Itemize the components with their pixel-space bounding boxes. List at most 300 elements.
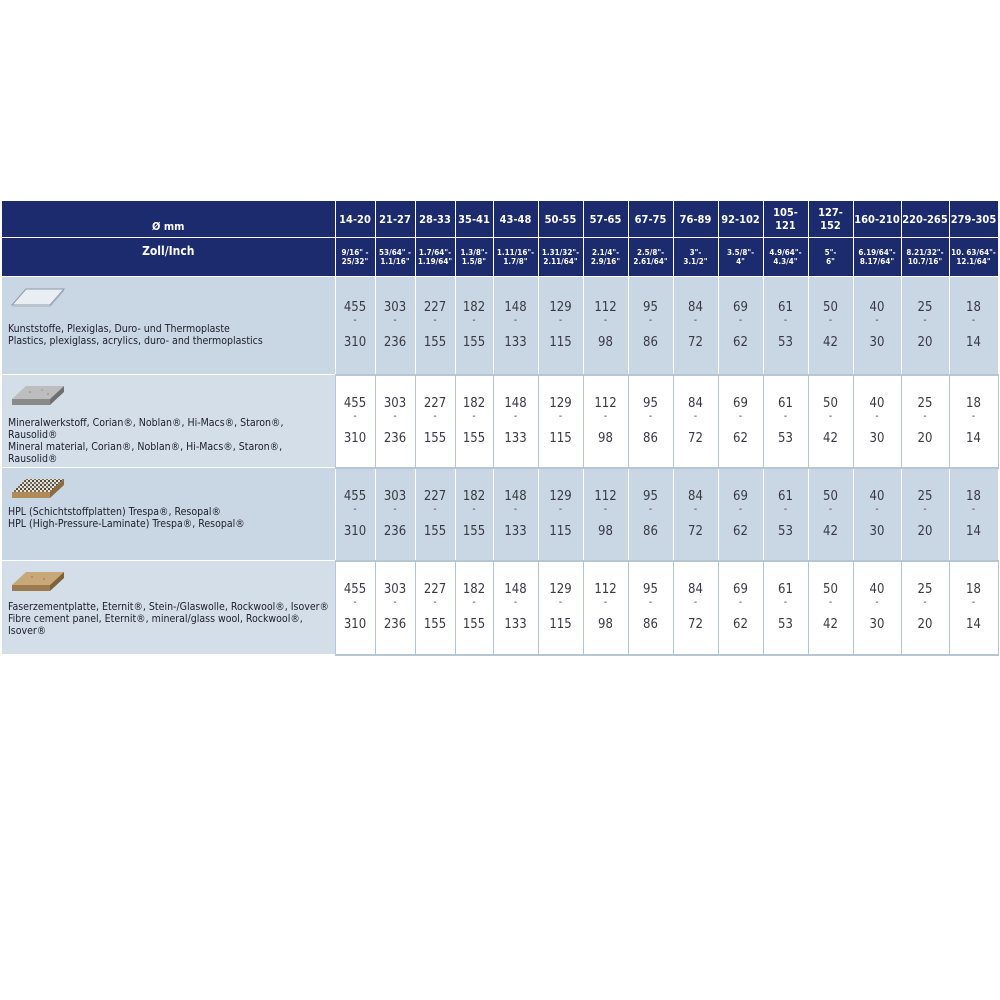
rpm-max: 182 bbox=[462, 488, 486, 504]
inch-from: 10. 63/64"- bbox=[951, 248, 996, 257]
material-label-de: Mineralwerkstoff, Corian®, Noblan®, Hi-Macs®, Staron®, Rausolid® bbox=[8, 417, 284, 441]
col-mm: 50-55 bbox=[538, 201, 583, 238]
rpm-min: 133 bbox=[504, 334, 527, 350]
range-dash: - bbox=[875, 597, 879, 608]
rpm-cell bbox=[493, 277, 538, 375]
range-dash: - bbox=[875, 503, 879, 515]
range-dash: - bbox=[603, 597, 608, 608]
rpm-min: 30 bbox=[869, 523, 885, 539]
rpm-cell bbox=[718, 375, 763, 468]
rpm-min: 62 bbox=[733, 334, 748, 350]
rpm-min: 42 bbox=[823, 430, 838, 446]
rpm-max: 112 bbox=[594, 395, 617, 411]
range-dash: - bbox=[558, 410, 563, 422]
rpm-min: 72 bbox=[688, 523, 703, 539]
inch-to: 10.7/16" bbox=[907, 257, 943, 266]
inch-from: 1.7/64"- bbox=[418, 248, 452, 257]
range-dash: - bbox=[603, 503, 608, 515]
rpm-cell bbox=[718, 277, 763, 375]
col-mm: 92-102 bbox=[718, 201, 763, 238]
rpm-cell bbox=[335, 561, 375, 655]
rpm-cell bbox=[628, 375, 673, 468]
rpm-cell bbox=[628, 561, 673, 655]
rpm-cell bbox=[949, 561, 998, 655]
rpm-cell bbox=[763, 561, 808, 655]
rpm-max: 148 bbox=[504, 582, 527, 597]
rpm-max: 50 bbox=[823, 582, 838, 597]
range-dash: - bbox=[923, 314, 927, 326]
rpm-min: 86 bbox=[643, 617, 658, 632]
rpm-min: 72 bbox=[688, 334, 703, 350]
rpm-cell bbox=[853, 375, 901, 468]
inch-from: 3"- bbox=[689, 248, 702, 257]
rpm-max: 129 bbox=[549, 299, 572, 315]
rpm-cell bbox=[763, 277, 808, 375]
material-label bbox=[2, 506, 335, 530]
rpm-cell bbox=[673, 277, 718, 375]
range-dash: - bbox=[923, 410, 927, 422]
rpm-cell bbox=[493, 561, 538, 655]
rpm-min: 155 bbox=[423, 334, 447, 350]
rpm-max: 61 bbox=[778, 582, 793, 597]
rpm-max: 455 bbox=[343, 582, 367, 597]
rpm-max: 69 bbox=[733, 488, 748, 504]
range-dash: - bbox=[603, 410, 608, 422]
rpm-cell bbox=[949, 468, 998, 561]
range-dash: - bbox=[603, 314, 608, 326]
material-label bbox=[2, 417, 335, 465]
inch-from: 1.3/8"- bbox=[460, 248, 488, 257]
rpm-min: 42 bbox=[823, 334, 838, 350]
header-row-mm bbox=[2, 201, 998, 238]
col-mm: 160-210 bbox=[853, 201, 901, 238]
rpm-max: 455 bbox=[343, 395, 367, 411]
rpm-max: 50 bbox=[823, 488, 838, 504]
rpm-max: 69 bbox=[733, 395, 748, 411]
rpm-cell bbox=[718, 468, 763, 561]
col-inch bbox=[763, 238, 808, 277]
range-dash: - bbox=[353, 314, 357, 326]
rpm-min: 14 bbox=[966, 430, 981, 446]
col-mm: 76-89 bbox=[673, 201, 718, 238]
rpm-max: 95 bbox=[643, 488, 658, 504]
range-dash: - bbox=[513, 410, 518, 422]
range-dash: - bbox=[971, 410, 976, 422]
rpm-cell bbox=[415, 277, 455, 375]
inch-to: 1.19/64" bbox=[417, 257, 453, 266]
rpm-max: 50 bbox=[823, 395, 838, 411]
rpm-min: 133 bbox=[504, 523, 527, 539]
rpm-min: 98 bbox=[598, 523, 613, 539]
range-dash: - bbox=[513, 314, 518, 326]
rpm-cell bbox=[415, 375, 455, 468]
inch-to: 25/32" bbox=[341, 257, 369, 266]
rpm-cell bbox=[808, 375, 853, 468]
rpm-cell bbox=[583, 375, 628, 468]
rpm-max: 40 bbox=[869, 488, 885, 504]
rpm-max: 69 bbox=[733, 582, 748, 597]
range-dash: - bbox=[828, 503, 833, 515]
plastic-sheet-icon bbox=[2, 285, 335, 309]
rpm-min: 14 bbox=[966, 523, 981, 539]
rpm-max: 50 bbox=[823, 299, 838, 315]
range-dash: - bbox=[971, 314, 976, 326]
material-cell bbox=[2, 468, 335, 561]
rpm-max: 95 bbox=[643, 582, 658, 597]
rpm-cell bbox=[673, 561, 718, 655]
rpm-cell bbox=[853, 468, 901, 561]
range-dash: - bbox=[472, 597, 476, 608]
rpm-max: 95 bbox=[643, 299, 658, 315]
speed-table bbox=[2, 201, 999, 656]
rpm-cell bbox=[853, 277, 901, 375]
range-dash: - bbox=[472, 410, 476, 422]
range-dash: - bbox=[393, 410, 397, 422]
range-dash: - bbox=[783, 314, 788, 326]
rpm-max: 303 bbox=[383, 488, 407, 504]
range-dash: - bbox=[738, 410, 743, 422]
range-dash: - bbox=[353, 410, 357, 422]
col-inch bbox=[628, 238, 673, 277]
range-dash: - bbox=[558, 314, 563, 326]
diameter-mm-title: Ø mm bbox=[2, 201, 335, 238]
rpm-min: 20 bbox=[917, 523, 933, 539]
rpm-min: 115 bbox=[549, 617, 572, 632]
rpm-cell bbox=[455, 468, 493, 561]
rpm-cell bbox=[808, 277, 853, 375]
inch-to: 2.9/16" bbox=[590, 257, 621, 266]
col-mm: 35-41 bbox=[455, 201, 493, 238]
range-dash: - bbox=[923, 503, 927, 515]
rpm-cell bbox=[583, 561, 628, 655]
material-label-de: HPL (Schichtstoffplatten) Trespa®, Resopal® bbox=[8, 506, 221, 518]
rpm-min: 98 bbox=[598, 430, 613, 446]
range-dash: - bbox=[738, 597, 743, 608]
rpm-cell bbox=[901, 375, 949, 468]
col-inch bbox=[673, 238, 718, 277]
rpm-max: 18 bbox=[966, 582, 981, 597]
col-inch bbox=[375, 238, 415, 277]
rpm-min: 86 bbox=[643, 430, 658, 446]
col-inch bbox=[538, 238, 583, 277]
rpm-min: 310 bbox=[343, 617, 367, 632]
rpm-max: 84 bbox=[688, 582, 703, 597]
col-inch bbox=[901, 238, 949, 277]
rpm-max: 84 bbox=[688, 299, 703, 315]
rpm-min: 236 bbox=[383, 334, 407, 350]
table-row bbox=[2, 561, 998, 655]
rpm-max: 18 bbox=[966, 395, 981, 411]
range-dash: - bbox=[433, 597, 437, 608]
rpm-min: 236 bbox=[383, 430, 407, 446]
rpm-min: 98 bbox=[598, 334, 613, 350]
inch-to: 1.7/8" bbox=[503, 257, 528, 266]
rpm-min: 155 bbox=[462, 617, 486, 632]
rpm-max: 84 bbox=[688, 395, 703, 411]
inch-from: 53/64" - bbox=[379, 248, 411, 257]
rpm-max: 25 bbox=[917, 488, 933, 504]
rpm-min: 133 bbox=[504, 430, 527, 446]
range-dash: - bbox=[693, 314, 698, 326]
material-label-en: Plastics, plexiglass, acrylics, duro- and thermoplastics bbox=[8, 335, 263, 347]
range-dash: - bbox=[828, 597, 833, 608]
rpm-cell bbox=[455, 561, 493, 655]
col-mm: 43-48 bbox=[493, 201, 538, 238]
rpm-cell bbox=[628, 277, 673, 375]
inch-from: 8.21/32"- bbox=[906, 248, 944, 257]
table-row bbox=[2, 277, 998, 375]
range-dash: - bbox=[783, 597, 788, 608]
rpm-min: 86 bbox=[643, 334, 658, 350]
material-label-en: Mineral material, Corian®, Noblan®, Hi-Macs®, Staron®, Rausolid® bbox=[8, 441, 283, 465]
rpm-max: 18 bbox=[966, 488, 981, 504]
rpm-min: 62 bbox=[733, 617, 748, 632]
range-dash: - bbox=[828, 314, 833, 326]
inch-title: Zoll/Inch bbox=[2, 238, 335, 277]
col-inch bbox=[335, 238, 375, 277]
rpm-cell bbox=[455, 277, 493, 375]
col-inch bbox=[493, 238, 538, 277]
material-label-de: Kunststoffe, Plexiglas, Duro- und Thermoplaste bbox=[8, 323, 230, 335]
rpm-min: 53 bbox=[778, 334, 793, 350]
rpm-max: 303 bbox=[383, 299, 407, 315]
rpm-cell bbox=[538, 561, 583, 655]
range-dash: - bbox=[783, 410, 788, 422]
header-row-inch bbox=[2, 238, 998, 277]
rpm-cell bbox=[673, 468, 718, 561]
inch-from: 6.19/64"- bbox=[858, 248, 896, 257]
rpm-cell bbox=[493, 375, 538, 468]
inch-from: 2.1/4"- bbox=[591, 248, 620, 257]
rpm-cell bbox=[375, 375, 415, 468]
material-label-en: Fibre cement panel, Eternit®, mineral/glass wool, Rockwool®, Isover® bbox=[8, 613, 303, 637]
rpm-max: 40 bbox=[869, 582, 885, 597]
rpm-cell bbox=[335, 375, 375, 468]
rpm-cell bbox=[763, 375, 808, 468]
rpm-cell bbox=[415, 561, 455, 655]
rpm-min: 155 bbox=[423, 617, 447, 632]
rpm-max: 40 bbox=[869, 395, 885, 411]
rpm-max: 227 bbox=[423, 395, 447, 411]
range-dash: - bbox=[433, 410, 437, 422]
range-dash: - bbox=[393, 314, 397, 326]
col-inch bbox=[718, 238, 763, 277]
rpm-cell bbox=[335, 277, 375, 375]
rpm-max: 25 bbox=[917, 582, 933, 597]
material-cell bbox=[2, 561, 335, 655]
material-cell bbox=[2, 277, 335, 375]
rpm-max: 61 bbox=[778, 395, 793, 411]
rpm-cell bbox=[583, 468, 628, 561]
rpm-cell bbox=[808, 561, 853, 655]
inch-from: 1.11/16"- bbox=[496, 248, 535, 257]
inch-to: 6" bbox=[826, 257, 835, 266]
range-dash: - bbox=[875, 410, 879, 422]
rpm-max: 112 bbox=[594, 299, 617, 315]
range-dash: - bbox=[513, 597, 518, 608]
col-inch bbox=[949, 238, 998, 277]
col-inch bbox=[455, 238, 493, 277]
rpm-min: 30 bbox=[869, 617, 885, 632]
rpm-min: 133 bbox=[504, 617, 527, 632]
col-inch bbox=[853, 238, 901, 277]
rpm-max: 112 bbox=[594, 582, 617, 597]
material-label-de: Faserzementplatte, Eternit®, Stein-/Glaswolle, Rockwool®, Isover® bbox=[8, 601, 329, 613]
range-dash: - bbox=[648, 410, 653, 422]
table-row bbox=[2, 375, 998, 468]
rpm-cell bbox=[335, 468, 375, 561]
rpm-cell bbox=[538, 375, 583, 468]
rpm-cell bbox=[375, 277, 415, 375]
rpm-min: 53 bbox=[778, 523, 793, 539]
rpm-min: 72 bbox=[688, 617, 703, 632]
inch-from: 2.5/8"- bbox=[636, 248, 665, 257]
col-mm: 28-33 bbox=[415, 201, 455, 238]
rpm-cell bbox=[538, 468, 583, 561]
range-dash: - bbox=[971, 597, 976, 608]
col-inch bbox=[808, 238, 853, 277]
range-dash: - bbox=[648, 503, 653, 515]
rpm-cell bbox=[628, 468, 673, 561]
rpm-min: 115 bbox=[549, 430, 572, 446]
rpm-max: 69 bbox=[733, 299, 748, 315]
inch-to: 2.61/64" bbox=[633, 257, 668, 266]
rpm-max: 148 bbox=[504, 299, 527, 315]
rpm-cell bbox=[901, 468, 949, 561]
rpm-max: 25 bbox=[917, 395, 933, 411]
col-mm: 21-27 bbox=[375, 201, 415, 238]
rpm-min: 155 bbox=[423, 430, 447, 446]
inch-to: 1.1/16" bbox=[380, 257, 410, 266]
inch-to: 2.11/64" bbox=[543, 257, 578, 266]
range-dash: - bbox=[738, 503, 743, 515]
range-dash: - bbox=[828, 410, 833, 422]
rpm-max: 129 bbox=[549, 582, 572, 597]
range-dash: - bbox=[693, 410, 698, 422]
rpm-min: 53 bbox=[778, 617, 793, 632]
rpm-cell bbox=[853, 561, 901, 655]
material-cell bbox=[2, 375, 335, 468]
range-dash: - bbox=[513, 503, 518, 515]
rpm-cell bbox=[901, 277, 949, 375]
inch-to: 4" bbox=[736, 257, 745, 266]
rpm-max: 84 bbox=[688, 488, 703, 504]
rpm-cell bbox=[538, 277, 583, 375]
rpm-max: 182 bbox=[462, 299, 486, 315]
rpm-max: 129 bbox=[549, 395, 572, 411]
rpm-min: 14 bbox=[966, 617, 981, 632]
inch-to: 8.17/64" bbox=[859, 257, 895, 266]
rpm-max: 25 bbox=[917, 299, 933, 315]
rpm-max: 227 bbox=[423, 299, 447, 315]
rpm-min: 155 bbox=[462, 334, 486, 350]
col-mm: 57-65 bbox=[583, 201, 628, 238]
col-mm: 14-20 bbox=[335, 201, 375, 238]
range-dash: - bbox=[648, 597, 653, 608]
range-dash: - bbox=[393, 503, 397, 515]
rpm-max: 61 bbox=[778, 488, 793, 504]
range-dash: - bbox=[472, 314, 476, 326]
rpm-cell bbox=[673, 375, 718, 468]
rpm-max: 148 bbox=[504, 395, 527, 411]
range-dash: - bbox=[353, 597, 357, 608]
rpm-cell bbox=[718, 561, 763, 655]
rpm-min: 30 bbox=[869, 334, 885, 350]
rpm-max: 303 bbox=[383, 582, 407, 597]
material-label bbox=[2, 601, 335, 637]
range-dash: - bbox=[693, 597, 698, 608]
rpm-min: 86 bbox=[643, 523, 658, 539]
rpm-cell bbox=[808, 468, 853, 561]
table-row bbox=[2, 468, 998, 561]
rpm-cell bbox=[583, 277, 628, 375]
inch-to: 12.1/64" bbox=[956, 257, 991, 266]
material-label-en: HPL (High-Pressure-Laminate) Trespa®, Resopal® bbox=[8, 518, 245, 530]
rpm-min: 98 bbox=[598, 617, 613, 632]
rpm-max: 95 bbox=[643, 395, 658, 411]
rpm-min: 30 bbox=[869, 430, 885, 446]
col-mm: 105-121 bbox=[763, 201, 808, 238]
range-dash: - bbox=[648, 314, 653, 326]
range-dash: - bbox=[433, 503, 437, 515]
rpm-cell bbox=[949, 277, 998, 375]
hpl-laminate-icon bbox=[2, 476, 335, 500]
range-dash: - bbox=[875, 314, 879, 326]
rpm-min: 310 bbox=[343, 334, 367, 350]
col-inch bbox=[583, 238, 628, 277]
range-dash: - bbox=[923, 597, 927, 608]
inch-to: 1.5/8" bbox=[461, 257, 487, 266]
rpm-min: 115 bbox=[549, 334, 572, 350]
rpm-max: 129 bbox=[549, 488, 572, 504]
rpm-max: 182 bbox=[462, 582, 486, 597]
rpm-max: 182 bbox=[462, 395, 486, 411]
range-dash: - bbox=[783, 503, 788, 515]
range-dash: - bbox=[693, 503, 698, 515]
rpm-max: 303 bbox=[383, 395, 407, 411]
rpm-max: 148 bbox=[504, 488, 527, 504]
col-inch bbox=[415, 238, 455, 277]
inch-to: 4.3/4" bbox=[773, 257, 798, 266]
range-dash: - bbox=[472, 503, 476, 515]
rpm-min: 72 bbox=[688, 430, 703, 446]
col-mm: 127-152 bbox=[808, 201, 853, 238]
inch-from: 9/16" - bbox=[341, 248, 369, 257]
rpm-min: 20 bbox=[917, 430, 933, 446]
inch-from: 5"- bbox=[824, 248, 837, 257]
mineral-slab-icon bbox=[2, 383, 335, 407]
fibre-cement-icon bbox=[2, 569, 335, 593]
rpm-max: 61 bbox=[778, 299, 793, 315]
inch-from: 4.9/64"- bbox=[769, 248, 802, 257]
rpm-min: 310 bbox=[343, 523, 367, 539]
rpm-cell bbox=[375, 468, 415, 561]
rpm-cell bbox=[455, 375, 493, 468]
range-dash: - bbox=[433, 314, 437, 326]
range-dash: - bbox=[393, 597, 397, 608]
rpm-cell bbox=[763, 468, 808, 561]
rpm-min: 155 bbox=[423, 523, 447, 539]
rpm-min: 62 bbox=[733, 430, 748, 446]
range-dash: - bbox=[353, 503, 357, 515]
rpm-min: 14 bbox=[966, 334, 981, 350]
rpm-max: 455 bbox=[343, 488, 367, 504]
rpm-cell bbox=[901, 561, 949, 655]
range-dash: - bbox=[558, 503, 563, 515]
rpm-cell bbox=[493, 468, 538, 561]
rpm-min: 310 bbox=[343, 430, 367, 446]
rpm-cell bbox=[949, 375, 998, 468]
